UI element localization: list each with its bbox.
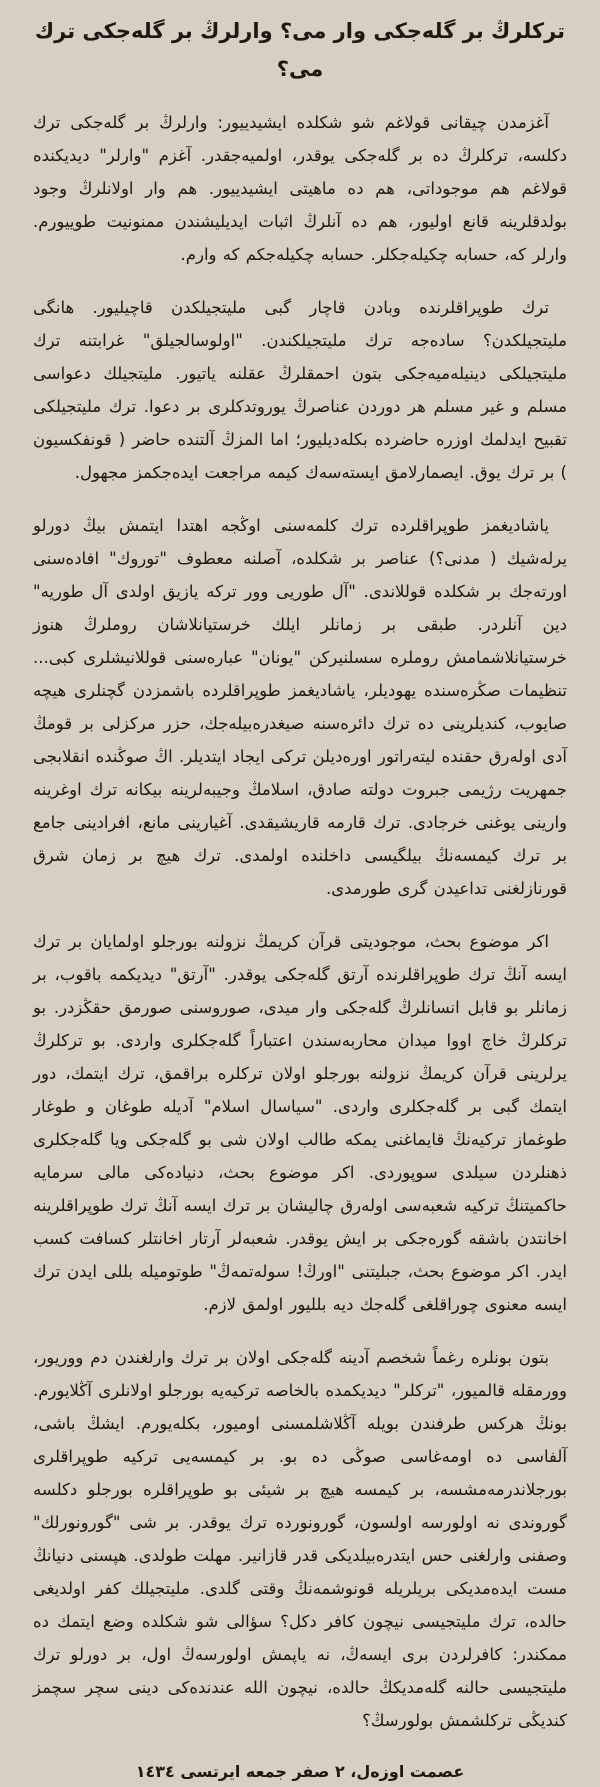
paragraph-2: ترك طوپراقلرنده وبادن قاچار گبى مليتجيلكدن قاچيليور. هانگى مليتجيلكدن؟ ساده‌جه ترك مليتجيلكندن. "اولوسالجيلق" غرابتنه ترك مليتجيلكى دينيله‌ميه‌جكى بتون احمقلرڭ عقلنه ياتيور. مليتجيلك دعواسى مسلم و غير مسلم هر دوردن عناصرڭ يوروتدكلرى بر دعوا. ترك مليتجيلكى تقبيح ايدلمك اوزره حاضرده بكله‌ديليور؛ اما المزڭ آلتنده حاضر ( قونفكسيون ) بر ترك يوق. ايصمارلامق ايسته‌سه‌ك كيمه مراجعت ايده‌جكمز مجهول. xyxy=(33,298,567,482)
paragraph-5: بتون بونلره رغماً شخصم آدينه گله‌جكى اولان بر ترك وارلغندن دم ووريور، وورمقله قالميور، "تركلر" ديديكمده بالخاصه تركيه‌يه بورجلو اولانلرى آڭلايورم. بونڭ هركس طرفندن بويله آڭلاشلمسنى اوميور، بكله‌يورم. ايشڭ باشى، آلفاسى ده اومه‌غاسى صوڭى ده بو. بر كيمسه‌يى تركيه طوپراقلرى بورجلاندرمه‌مشسه، بر كيمسه هيچ بر شيئى بو طوپراقلره بورجلو دكلسه گوروندى نه اولورسه اولسون، گورونورده ترك يوقدر. بر شى "گورونورلك" وصفنى وارلغنى حس ايتدره‌بيلديكى قدر قازانير. مهلت طولدى. هپسنى دنيانڭ مست ايده‌مديكى بريلريله قونوشمه‌نڭ وقتى گلدى. مليتجيلك كفر اولديغى حالده، ترك مليتجيسى نيچون كافر دكل؟ سؤالى شو شكلده وضع ايتمك ده ممكندر: كافرلردن برى ايسه‌ڭ، نه ياپمش اولورسه‌ڭ اول، بر دورلو ترك مليتجيسى حالنه گله‌مديكڭ حالده، نيچون الله عندنده‌كى دينى سچر سچمز كنديڭى تركلشمش بولورسڭ؟ xyxy=(33,1348,567,1730)
paragraph-1: آغزمدن چيقانى قولاغم شو شكلده ايشيدييور: وارلرڭ بر گله‌جكى ترك دكلسه، تركلرڭ ده بر گله‌جكى يوقدر، اولميه‌جقدر. آغزم "وارلر" ديديكنده قولاغم هم موجوداتى، هم ده ماهيتى ايشيدييور. هم وار اولانلرڭ وجود بولدقلرينه قانع اوليور، هم ده آنلرڭ اثبات ايديليشندن ممنونيت طوييورم. وارلر كه، حسابه چكيله‌جكلر. حسابه چكيله‌جكم كه وارم. xyxy=(33,113,567,264)
paragraph-4: اكر موضوع بحث، موجوديتى قرآن كريمڭ نزولنه بورجلو اولمايان بر ترك ايسه آنڭ ترك طوپراقلرنده آرتق گله‌جكى يوقدر. "آرتق" ديديكمه باقوب، بر زمانلر بو قابل انسانلرڭ گله‌جكى وار ميدى، صوروسنى صورمق حقڭزدر. بو تركلرڭ خاچ اووا ميدان محاربه‌سندن اعتباراً گله‌جكلرى واردى. بو تركلرڭ يرلرينى قرآن كريمڭ نزولنه بورجلو اولان تركلره براقمق، ترك ايتمك، دور ايتمك گبى بر گله‌جكلرى واردى. "سياسال اسلام" آديله طوغان و طوغار طوغماز تركيه‌نڭ قايماغنى يمكه طالب اولان شى بو گله‌جكى ويا گله‌جكلرى ذهنلردن سيلدى سوپوردى. اكر موضوع بحث، دنياده‌كى مالى سرمايه حاكميتنڭ تركيه شعبه‌سى اوله‌رق چاليشان بر ترك ايسه آنڭ ترك طوپراقلرينه اخانتدن باشقه گوره‌جكى بر ايش يوقدر. شعبه‌لر آرتار اخانتلر كسافت كسب ايدر. اكر موضوع بحث، جبليتنى "اورڭ! سوله‌تمه‌ڭ" طوتوميله بللى ايدن ترك ايسه معنوى چوراقلغى گله‌جك ديه بلليور اولمق لازم. xyxy=(33,932,567,1314)
signature-line: عصمت اوزه‌ل، ٢ صفر جمعه ايرتسى ١٤٣٤ xyxy=(135,1762,465,1781)
paragraph-3: ياشاديغمز طوپراقلرده ترك كلمه‌سنى اوڭجه اهتدا ايتمش بيڭ دورلو يرله‌شيك ( مدنى؟) عناصر بر شكلده، آصلنه معطوف "توروك" افاده‌سنى اورته‌جك بر شكلده قوللاندى. "آل طوريى وور تركه يازيق اولدى آل طوريه" دين آنلردر. طبقى بر زمانلر ايلك خرستيانلاشان روملرڭ هنوز خرستيانلاشمامش روملره سسلنيركن "يونان" عباره‌سنى قوللانيشلرى كبى... تنظيمات صڭره‌سنده يهوديلر، ياشاديغمز طوپراقلرده باشمزدن گچنلرى هيچه صايوب، كنديلرينى ده ترك دائره‌سنه صيغدره‌بيله‌جك، حزر مركزلى بر قومڭ آدى اوله‌رق حقنده ليته‌راتور اوره‌ديلن تركى ايجاد ايتديلر. اڭ صوڭنده انقلابجى جمهريت رژيمى جبروت دولته صادق، اسلامڭ وجيبه‌لرينه بيكانه ترك اوغرينه وارينى يوغنى خرجادى. ترك قارمه قاريشيقدى. آغيارينى مانع، افرادينى جامع بر ترك كيمسه‌نڭ بيلگيسى داخلنده اولمدى. ترك هيچ بر زمان شرق قورنازلغنى تداعيدن گرى طورمدى. xyxy=(33,516,567,898)
document-title: تركلرڭ بر گله‌جكى وار مى؟ وارلرڭ بر گله‌جكى ترك مى؟ xyxy=(34,19,566,81)
